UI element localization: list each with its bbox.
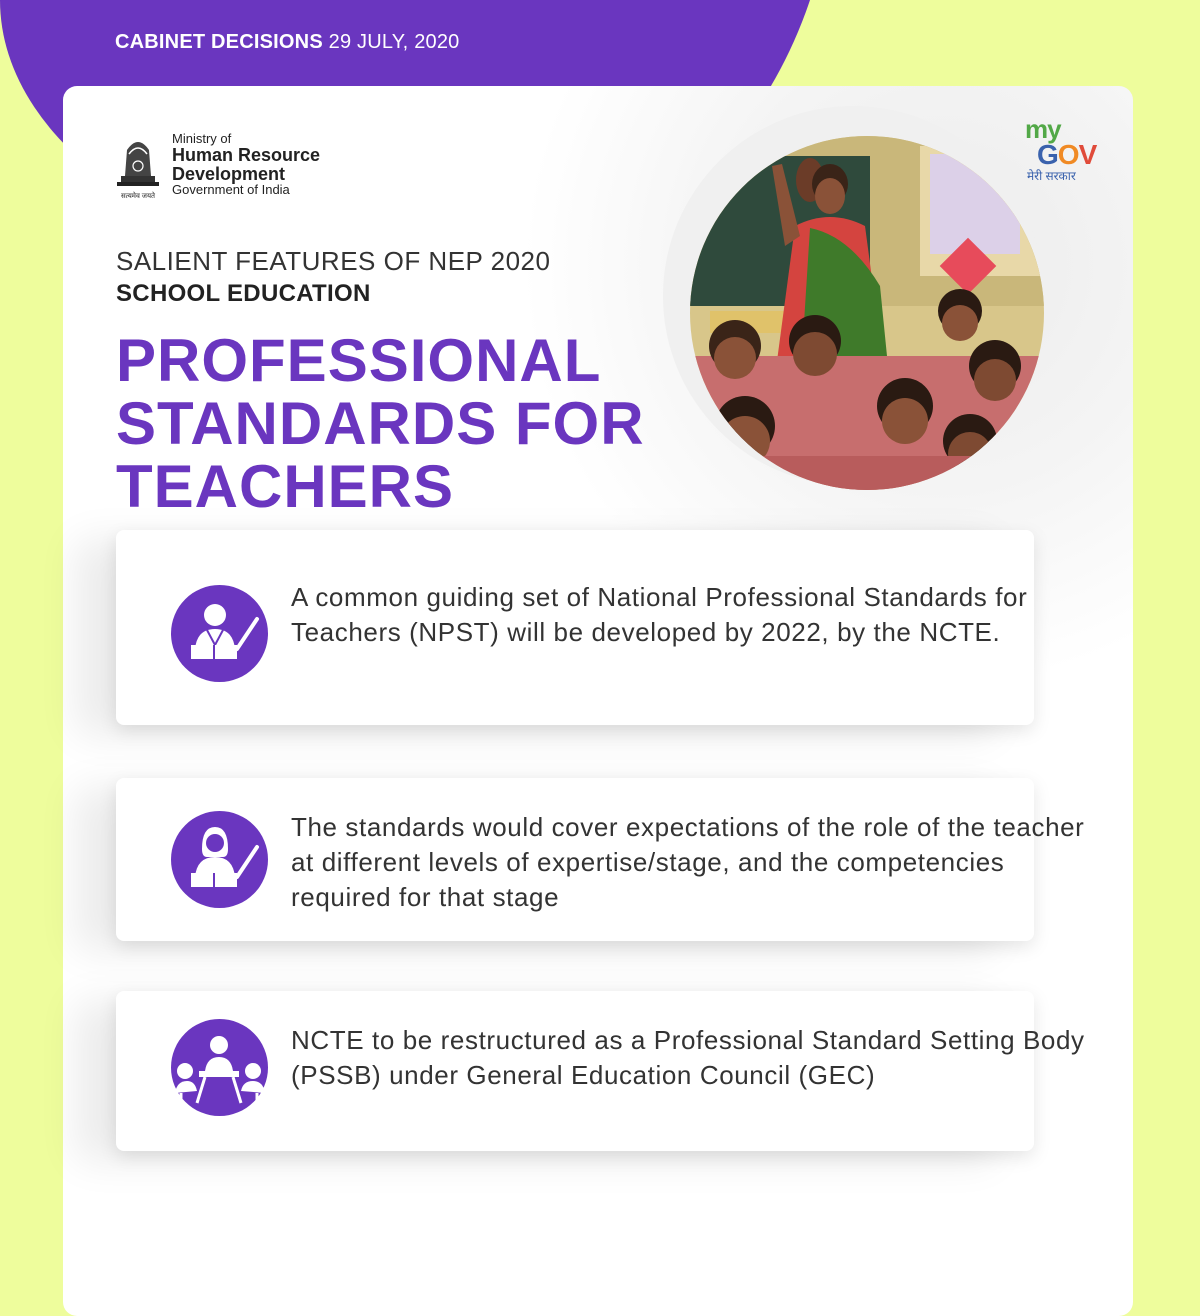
header-date-line [115,31,460,54]
mygov-logo [1025,116,1115,184]
feature-card-expectations [116,778,1085,941]
emblem-motto: सत्यमेव जयते [120,193,156,200]
male-teacher-icon [171,585,268,682]
page-title [116,329,645,518]
ministry-line-1: Ministry of [172,131,232,146]
mygov-my: my [1025,114,1061,144]
council-meeting-icon [171,1019,268,1116]
feature-text-npst: A common guiding set of National Professional Standards for Teachers (NPST) will be developed by 2022, by the NCTE. [291,582,1028,647]
female-teacher-icon [171,811,268,908]
feature-card-pssb [116,991,1085,1151]
salient-features-heading: SALIENT FEATURES OF NEP 2020 [116,246,551,276]
title-line-2: STANDARDS FOR [116,390,645,457]
feature-text-expectations: The standards would cover expectations of the role of the teacher at different levels of expertise/stage, and the competencies required for that stage [291,812,1085,912]
ministry-logo-text [172,132,320,197]
feature-card-npst [116,530,1034,725]
ministry-line-4: Government of India [172,182,290,198]
title-line-1: PROFESSIONAL [116,327,602,394]
section-label: SCHOOL EDUCATION [116,280,371,307]
classroom-photo [690,136,1044,490]
header-title: CABINET DECISIONS [115,31,323,53]
ministry-line-2: Human Resource [172,144,321,165]
title-line-3: TEACHERS [116,453,455,520]
header-date: 29 JULY, 2020 [328,31,460,53]
mygov-gov: GOV [1037,139,1097,170]
mygov-tagline: मेरी सरकार [1027,169,1076,184]
feature-text-pssb: NCTE to be restructured as a Professional Standard Setting Body (PSSB) under General Education Council (GEC) [291,1025,1085,1090]
national-emblem-icon [115,130,161,202]
ministry-line-3: Development [172,163,286,184]
